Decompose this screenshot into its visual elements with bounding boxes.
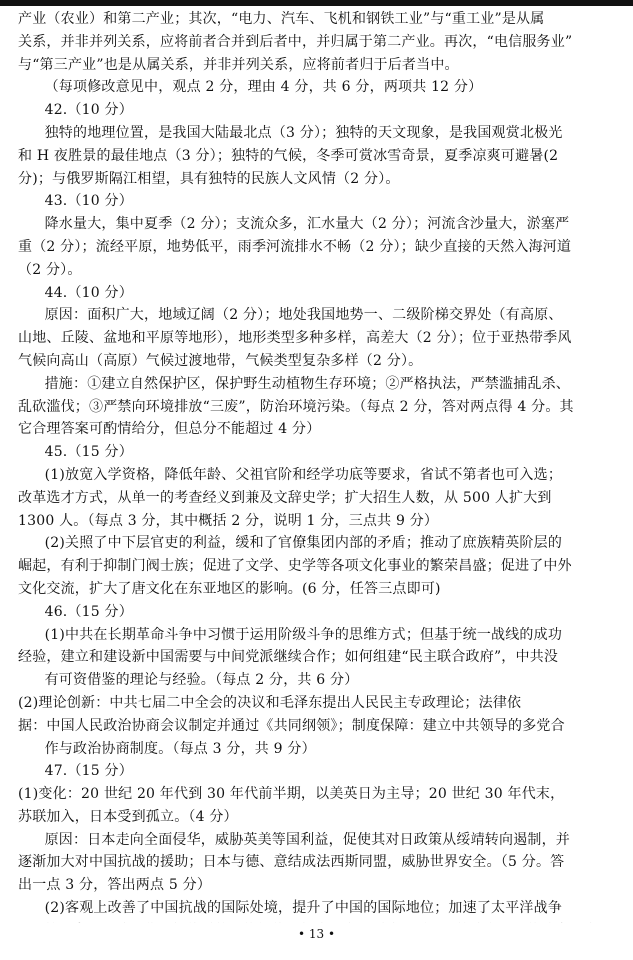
text-line: 重（2 分）；流经平原，地势低平，雨季河流排水不畅（2 分）；缺少直接的天然入海河道 [18,238,572,255]
question-number: 44.（10 分） [44,284,133,301]
text-line: 原因：日本走向全面侵华，威胁英美等国利益，促使其对日政策从绥靖转向遏制，并 [44,831,570,848]
text-line: 它合理答案可酌情给分，但总分不能超过 4 分） [18,421,321,438]
text-line: (1)变化：20 世纪 20 年代到 30 年代前半期，以美英日为主导；20 世纪 30 年代末， [18,786,565,803]
answer-content [18,8,618,923]
text-line: (2)理论创新：中共七届二中全会的决议和毛泽东提出人民民主专政理论；法律依 [18,694,522,711]
text-line: 山地、丘陵、盆地和平原等地形），地形类型多种多样，高差大（2 分）；位于亚热带季风 [18,330,572,347]
text-line: 出一点 3 分，答出两点 5 分） [18,877,212,894]
question-number: 45.（15 分） [44,444,133,461]
text-line: 和 H 夜胜景的最佳地点（3 分）；独特的气候，冬季可赏冰雪奇景，夏季凉爽可避暑(2 [18,147,559,164]
question-number: 作与政治协商制度。（每点 3 分，共 9 分） [44,740,316,757]
top-rule [0,0,633,6]
text-line: 据：中国人民政治协商会议制定并通过《共同纲领》；制度保障：建立中共领导的多党合 [18,717,565,734]
text-line: 原因：面积广大，地域辽阔（2 分）；地处我国地势一、二级阶梯交界处（有高原、 [44,307,563,324]
text-line: 经验，建立和建设新中国需要与中间党派继续合作；如何组建“民主联合政府”，中共没 [18,649,559,666]
text-line: 独特的地理位置，是我国大陆最北点（3 分）；独特的天文现象，是我国观赏北极光 [44,124,563,141]
text-line: (2)关照了中下层官吏的利益，缓和了官僚集团内部的矛盾；推动了庶族精英阶层的 [44,535,563,552]
text-line: 产业（农业）和第二产业；其次，“电力、汽车、飞机和钢铁工业”与“重工业”是从属 [18,11,545,27]
text-line: 与“第三产业”也是从属关系，并非并列关系，应将前者归于后者当中。 [18,56,459,73]
text-line: 改革选才方式，从单一的考查经义到兼及文辞史学；扩大招生人数，从 500 人扩大到 [18,489,552,506]
text-line: 降水量大，集中夏季（2 分）；支流众多，汇水量大（2 分）；河流含沙量大，淤塞严 [44,216,570,233]
text-line: (1)中共在长期革命斗争中习惯于运用阶级斗争的思维方式；但基于统一战线的成功 [44,626,563,643]
text-line: 1300 人。（每点 3 分，其中概括 2 分，说明 1 分，三点共 9 分） [18,512,439,529]
text-line: 崛起，有利于抑制门阀士族；促进了文学、史学等各项文化事业的繁荣昌盛；促进了中外 [18,558,572,575]
question-number: 43.（10 分） [44,193,133,210]
text-line: 乱砍滥伐；③严禁向环境排放“三废”，防治环境污染。（每点 2 分，答对两点得 4 分。其 [18,398,574,415]
text-line: 分)；与俄罗斯隔江相望，具有独特的民族人文风情（2 分）。 [18,170,400,187]
question-number: 42.（10 分） [44,102,133,119]
text-line: （每项修改意见中，观点 2 分，理由 4 分，共 6 分，两项共 12 分） [44,79,483,96]
text-line: 苏联加入，日本受到孤立。（4 分） [18,808,238,825]
text-line: 关系，并非并列关系，应将前者合并到后者中，并归属于第二产业。再次，“电信服务业” [18,33,573,50]
text-line: 逐渐加大对中国抗战的援助；日本与德、意结成法西斯同盟，威胁世界安全。（5 分。答 [18,854,565,871]
text-line: 47.（15 分） [44,763,133,780]
text-line: （2 分）。 [18,261,82,278]
text-line [18,920,618,923]
page-number: • 13 • [297,927,336,941]
question-number: 46.（15 分） [44,603,133,620]
text-line: 文化交流，扩大了唐文化在东亚地区的影响。(6 分，任答三点即可) [18,580,441,597]
text-line: 措施：①建立自然保护区，保护野生动植物生存环境；②严格执法，严禁滥捕乱杀、 [44,375,570,392]
text-line: (1)放宽入学资格，降低年龄、父祖官阶和经学功底等要求，省试不第者也可入选； [44,466,563,483]
question-number: (2)客观上改善了中国抗战的国际处境，提升了中国的国际地位；加速了太平洋战争 [44,900,563,917]
text-line: 气候向高山（高原）气候过渡地带，气候类型复杂多样（2 分）。 [18,352,423,369]
text-line: 有可资借鉴的理论与经验。（每点 2 分，共 6 分） [44,672,359,689]
